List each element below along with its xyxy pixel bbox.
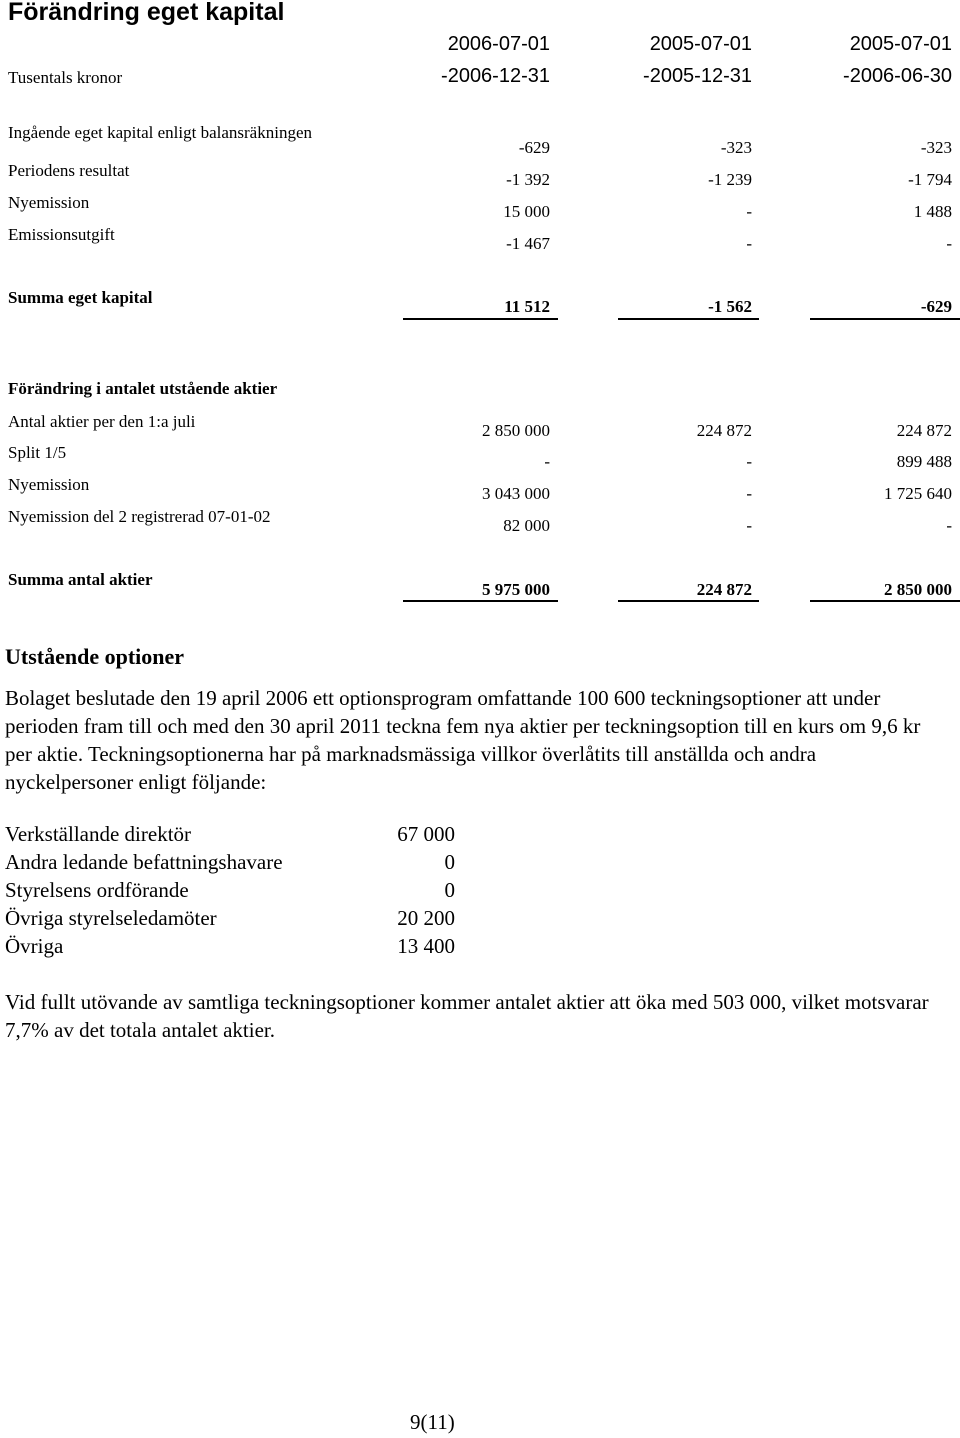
cell: - [746, 452, 752, 471]
period-2-to: -2005-12-31 [643, 65, 752, 87]
allocation-value: 13 400 [397, 934, 455, 958]
allocation-value: 20 200 [397, 906, 455, 930]
row-label: Emissionsutgift [8, 225, 115, 244]
cell: 3 043 000 [482, 484, 550, 503]
cell: 1 725 640 [884, 484, 952, 503]
total-cell: 11 512 [504, 297, 550, 316]
options-heading: Utstående optioner [5, 644, 185, 669]
options-closing: Vid fullt utövande av samtliga teckningsoptioner kommer antalet aktier att öka med 503 000, vilket motsvarar 7,7% av det totala antalet aktier. [5, 990, 929, 1042]
period-3-from: 2005-07-01 [849, 33, 952, 55]
cell: 224 872 [696, 421, 752, 440]
page-title: Förändring eget kapital [8, 0, 285, 26]
cell: 899 488 [896, 452, 952, 471]
page-number: 9(11) [410, 1410, 455, 1434]
total-underline [403, 600, 558, 602]
allocation-label: Verkställande direktör [5, 822, 192, 846]
cell: 1 488 [913, 202, 952, 221]
cell: - [746, 202, 752, 221]
cell: 15 000 [503, 202, 550, 221]
cell: 82 000 [503, 516, 550, 535]
total-label: Summa eget kapital [8, 288, 153, 307]
cell: -1 239 [708, 170, 752, 189]
row-label: Nyemission [8, 193, 90, 212]
total-underline [618, 318, 759, 320]
cell: -323 [920, 138, 952, 157]
cell: - [746, 516, 752, 535]
cell: -1 794 [908, 170, 952, 189]
total-cell: -629 [920, 297, 952, 316]
cell: 2 850 000 [482, 421, 550, 440]
period-1-from: 2006-07-01 [447, 33, 550, 55]
row-label: Nyemission [8, 475, 90, 494]
allocation-value: 0 [444, 878, 455, 902]
row-label: Ingående eget kapital enligt balansräkningen [8, 123, 312, 142]
total-cell: 5 975 000 [482, 580, 550, 599]
allocation-label: Styrelsens ordförande [5, 878, 189, 902]
cell: - [746, 484, 752, 503]
cell: 224 872 [896, 421, 952, 440]
total-cell: 2 850 000 [884, 580, 952, 599]
cell: - [946, 516, 952, 535]
allocation-label: Övriga [5, 934, 64, 958]
allocation-value: 0 [444, 850, 455, 874]
options-paragraph: Bolaget beslutade den 19 april 2006 ett optionsprogram omfattande 100 600 teckningsoptioner att under perioden fram till och med den 30 april 2011 teckna fem nya aktier per teckningsoption till en kurs om 9,6 kr per aktie. Teckningsoptionerna har på marknadsmässiga villkor överlåtits till anställda och andra nyckelpersoner enligt följande: [5, 686, 921, 794]
total-underline [618, 600, 759, 602]
row-label: Nyemission del 2 registrerad 07-01-02 [8, 507, 271, 526]
total-cell: 224 872 [696, 580, 752, 599]
cell: -1 467 [506, 234, 550, 253]
allocation-label: Övriga styrelseledamöter [5, 906, 217, 930]
total-label: Summa antal aktier [8, 570, 153, 589]
period-1-to: -2006-12-31 [441, 65, 550, 87]
total-underline [403, 318, 558, 320]
total-underline [810, 600, 960, 602]
period-2-from: 2005-07-01 [649, 33, 752, 55]
total-cell: -1 562 [708, 297, 752, 316]
row-label: Antal aktier per den 1:a juli [8, 412, 196, 431]
unit-label: Tusentals kronor [8, 68, 123, 87]
period-3-to: -2006-06-30 [843, 65, 952, 87]
cell: -629 [518, 138, 550, 157]
cell: -323 [720, 138, 752, 157]
cell: - [946, 234, 952, 253]
allocation-label: Andra ledande befattningshavare [5, 850, 283, 874]
cell: - [746, 234, 752, 253]
allocation-value: 67 000 [397, 822, 455, 846]
cell: - [544, 452, 550, 471]
shares-heading: Förändring i antalet utstående aktier [8, 379, 278, 398]
row-label: Periodens resultat [8, 161, 130, 180]
row-label: Split 1/5 [8, 443, 67, 462]
cell: -1 392 [506, 170, 550, 189]
total-underline [810, 318, 960, 320]
